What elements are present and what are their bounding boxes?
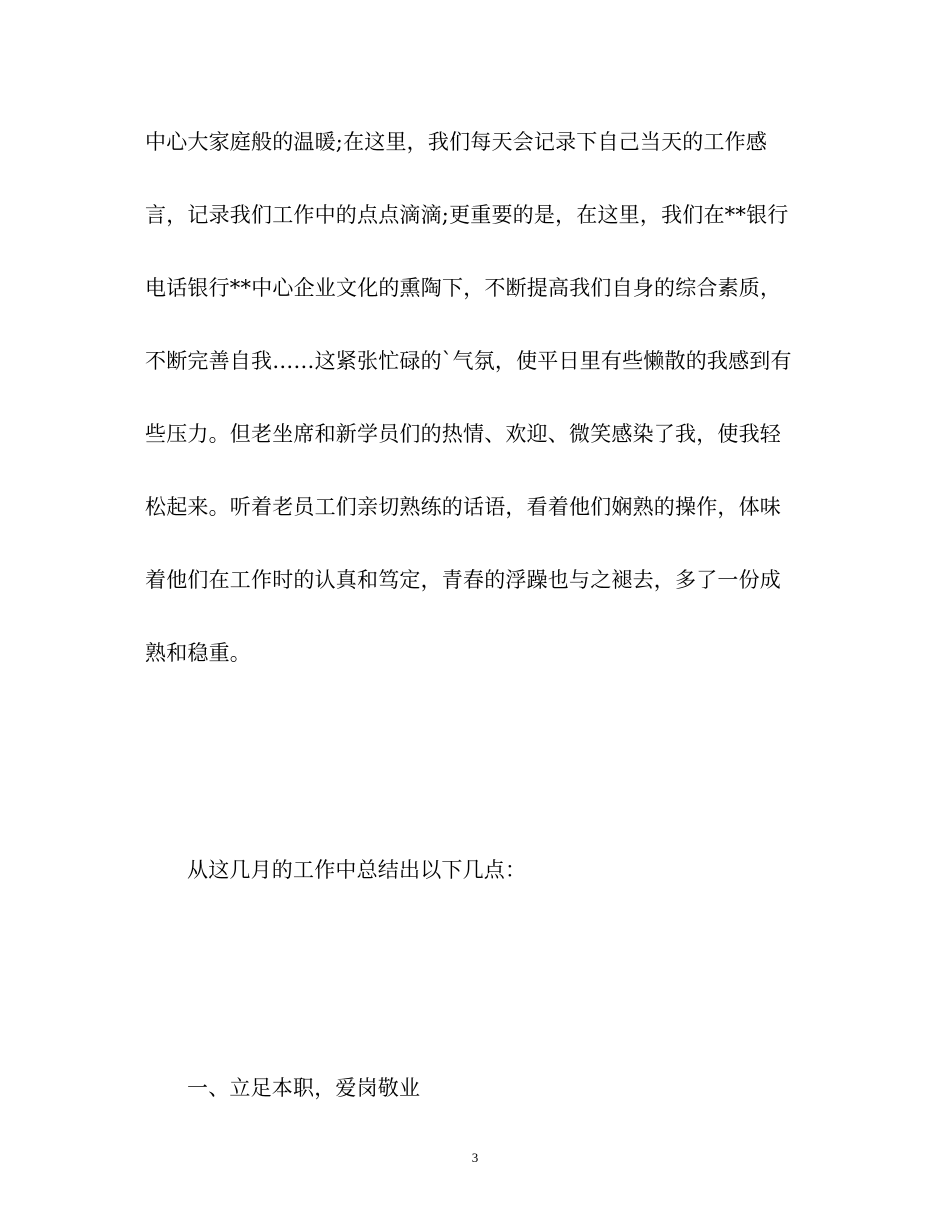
- paragraph-line-2: 言，记录我们工作中的点点滴滴;更重要的是，在这里，我们在**银行: [145, 203, 789, 227]
- paragraph-line-8: 熟和稳重。: [145, 641, 251, 665]
- paragraph-line-4: 不断完善自我……这紧张忙碌的`气氛，使平日里有些懒散的我感到有: [145, 349, 792, 373]
- paragraph-line-1: 中心大家庭般的温暖;在这里，我们每天会记录下自己当天的工作感: [145, 130, 768, 154]
- paragraph-line-6: 松起来。听着老员工们亲切熟练的话语，看着他们娴熟的操作，体味: [145, 495, 781, 519]
- section-heading: 一、立足本职，爱岗敬业: [187, 1076, 421, 1100]
- page-number: 3: [471, 1150, 479, 1165]
- paragraph-line-7: 着他们在工作时的认真和笃定，青春的浮躁也与之褪去，多了一份成: [145, 568, 781, 592]
- summary-intro: 从这几月的工作中总结出以下几点：: [187, 858, 527, 882]
- paragraph-line-3: 电话银行**中心企业文化的熏陶下，不断提高我们自身的综合素质，: [145, 276, 782, 300]
- paragraph-line-5: 些压力。但老坐席和新学员们的热情、欢迎、微笑感染了我，使我轻: [145, 422, 781, 446]
